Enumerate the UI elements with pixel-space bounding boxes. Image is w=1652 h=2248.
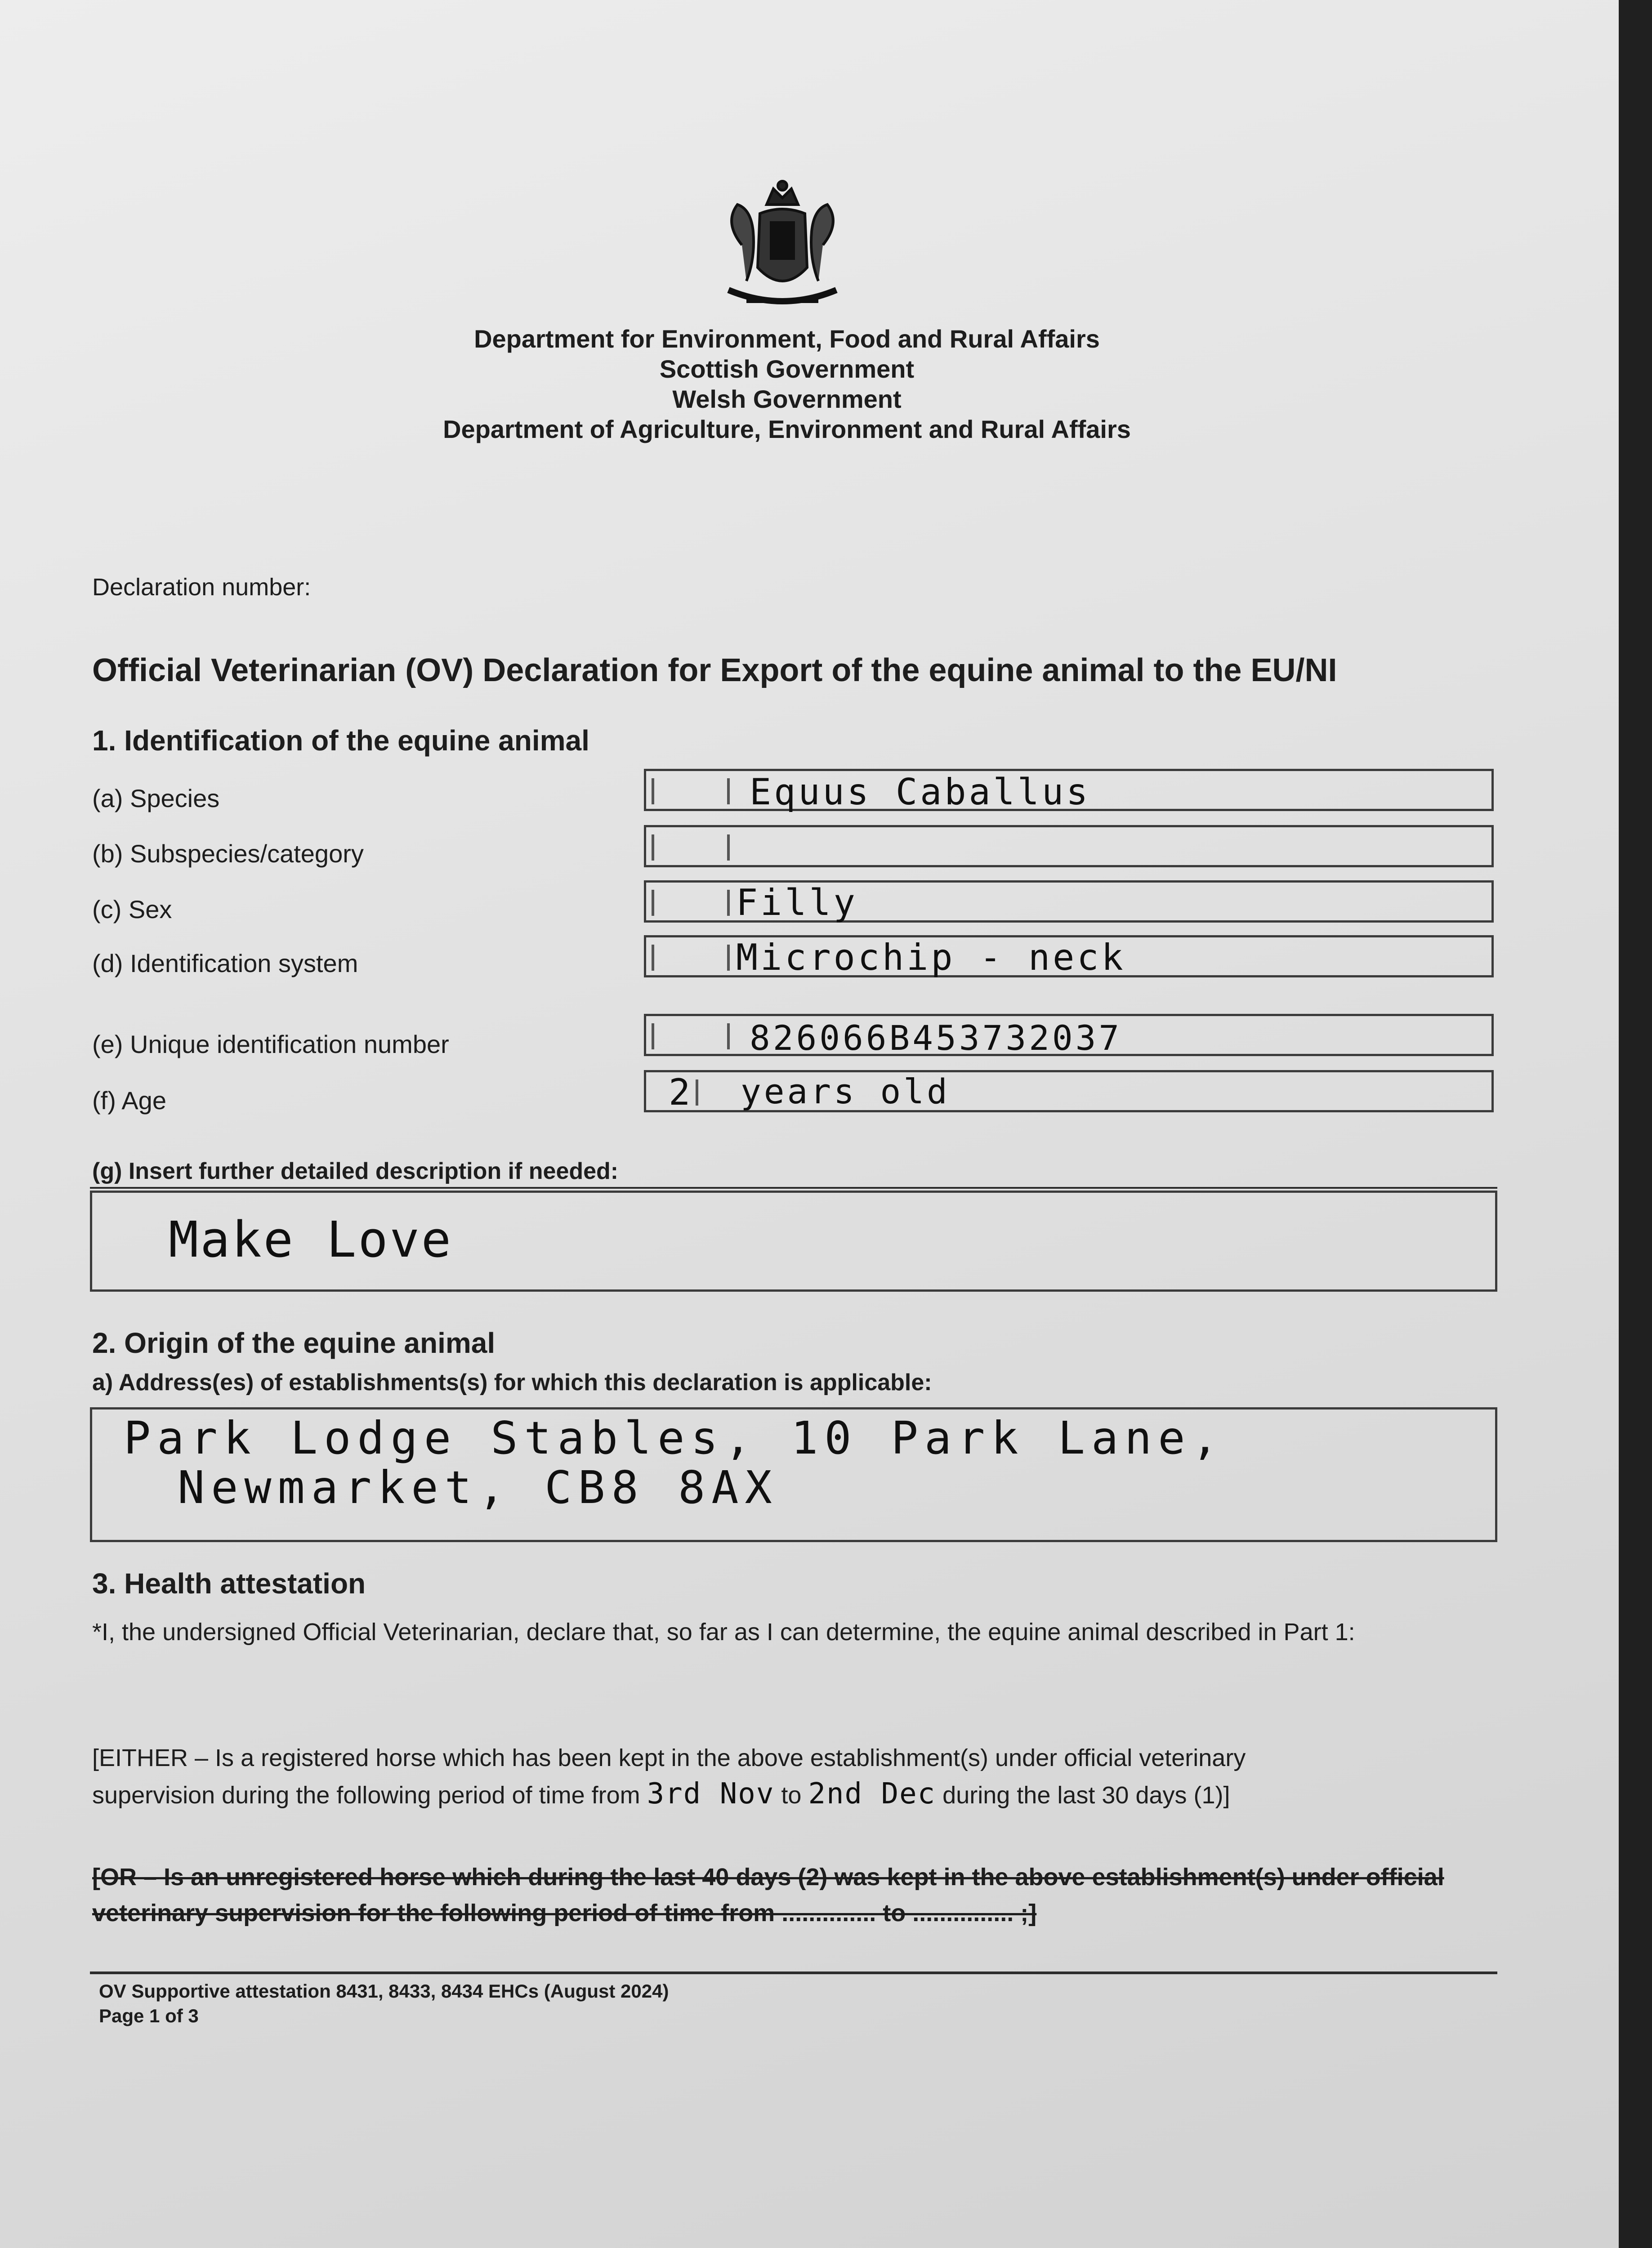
further-description-label: (g) Insert further detailed description if needed:	[92, 1158, 619, 1184]
declaration-number-label: Declaration number:	[92, 574, 311, 601]
royal-coat-of-arms-icon	[688, 178, 877, 321]
footer-page-number: Page 1 of 3	[99, 2005, 199, 2026]
either-to-word: to	[781, 1782, 802, 1809]
further-description-value: Make Love	[169, 1211, 453, 1268]
identification-system-field[interactable]	[644, 935, 1494, 977]
address-line-1: Park Lodge Stables, 10 Park Lane,	[124, 1412, 1225, 1464]
subspecies-field[interactable]	[644, 825, 1494, 867]
either-line-2-start: supervision during the following period of time from	[92, 1782, 640, 1809]
species-field[interactable]	[644, 769, 1494, 811]
address-label: a) Address(es) of establishments(s) for which this declaration is applicable:	[92, 1369, 932, 1396]
age-number: 2	[669, 1071, 693, 1113]
age-field[interactable]	[644, 1070, 1494, 1112]
or-line-1: [OR – Is an unregistered horse which during the last 40 days (2) was kept in the above establishment(s) under official	[92, 1864, 1444, 1891]
either-to-date: 2nd Dec	[808, 1777, 936, 1811]
subspecies-label: (b) Subspecies/category	[92, 839, 364, 868]
age-value: years old	[741, 1071, 950, 1111]
section-2-heading: 2. Origin of the equine animal	[92, 1327, 496, 1359]
identification-system-value: Microchip - neck	[736, 937, 1126, 978]
sex-value: Filly	[736, 882, 858, 923]
document-title: Official Veterinarian (OV) Declaration for Export of the equine animal to the EU/NI	[92, 652, 1337, 688]
either-line-2	[92, 1776, 1491, 1813]
identification-system-label: (d) Identification system	[92, 949, 358, 977]
address-line-2: Newmarket, CB8 8AX	[178, 1461, 778, 1514]
department-line: Department of Agriculture, Environment and Rural Affairs	[443, 415, 1131, 443]
department-line: Welsh Government	[672, 385, 902, 413]
sex-label: (c) Sex	[92, 895, 172, 923]
sex-field[interactable]	[644, 880, 1494, 923]
footer-divider	[90, 1971, 1497, 1974]
unique-id-field[interactable]	[644, 1014, 1494, 1056]
age-label: (f) Age	[92, 1086, 166, 1115]
either-clause	[92, 1740, 1491, 1813]
section-3-heading: 3. Health attestation	[92, 1567, 366, 1600]
background-edge	[1619, 0, 1652, 2248]
department-line: Scottish Government	[659, 355, 915, 383]
species-label: (a) Species	[92, 784, 220, 812]
footer-attestation: OV Supportive attestation 8431, 8433, 8434 EHCs (August 2024)	[99, 1980, 669, 2002]
section-1-heading: 1. Identification of the equine animal	[92, 724, 589, 757]
either-line-1: [EITHER – Is a registered horse which has been kept in the above establishment(s) under official veterinary	[92, 1744, 1246, 1771]
department-names	[315, 324, 1259, 444]
further-description-field[interactable]	[90, 1191, 1497, 1292]
either-from-date: 3rd Nov	[647, 1777, 775, 1811]
unique-id-label: (e) Unique identification number	[92, 1030, 449, 1058]
health-attestation-intro: *I, the undersigned Official Veterinarian, declare that, so far as I can determine, the equine animal described in Part 1:	[92, 1619, 1355, 1646]
species-value: Equus Caballus	[750, 771, 1091, 813]
or-line-2: veterinary supervision for the following period of time from .............. to ............... ;]	[92, 1900, 1037, 1927]
unique-id-value: 826066B453732037	[750, 1018, 1122, 1058]
either-line-2-end: during the last 30 days (1)]	[942, 1782, 1230, 1809]
address-field[interactable]	[90, 1407, 1497, 1542]
department-line: Department for Environment, Food and Rural Affairs	[474, 325, 1100, 353]
or-clause-struck	[92, 1859, 1491, 1931]
